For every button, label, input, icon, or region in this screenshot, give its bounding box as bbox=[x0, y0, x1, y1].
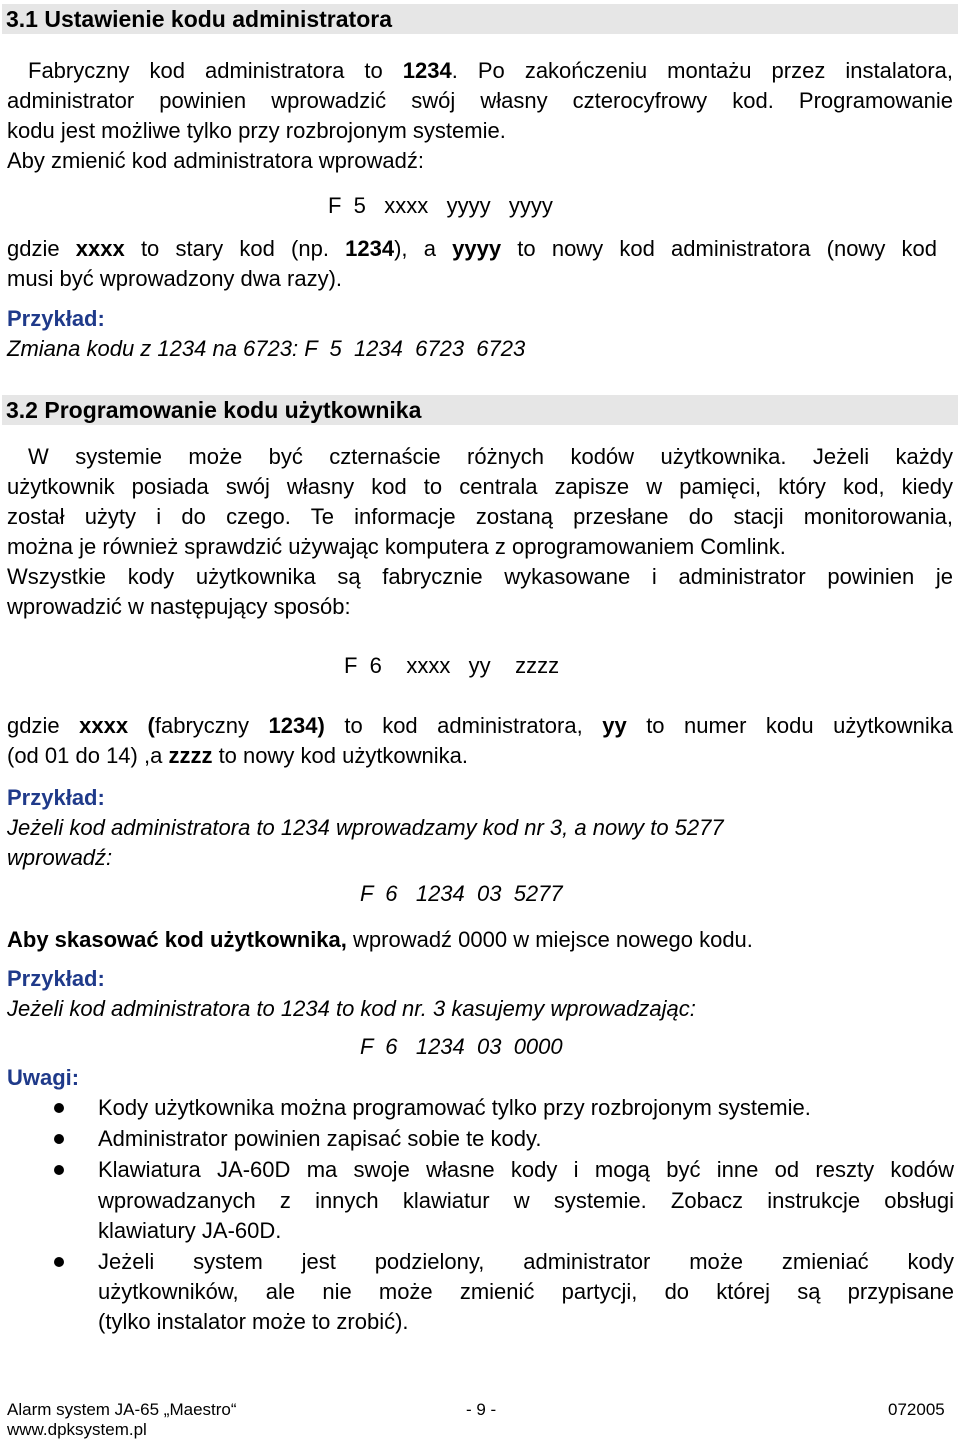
note-item: wprowadzanych z innych klawiatur w systemie. Zobacz instrukcje obsługi bbox=[98, 1188, 954, 1213]
paragraph-line: Aby skasować kod użytkownika, wprowadź 0000 w miejsce nowego kodu. bbox=[7, 927, 753, 952]
bullet-icon bbox=[54, 1257, 64, 1267]
example-text: Jeżeli kod administratora to 1234 to kod nr. 3 kasujemy wprowadzając: bbox=[7, 996, 696, 1021]
note-item: klawiatury JA-60D. bbox=[98, 1218, 282, 1243]
command-sequence: F 6 xxxx yy zzzz bbox=[344, 653, 560, 678]
example-text: Zmiana kodu z 1234 na 6723: F 5 1234 6723 6723 bbox=[7, 336, 526, 361]
footer-title: Alarm system JA-65 „Maestro“ bbox=[7, 1400, 237, 1419]
section-heading-3-1: 3.1 Ustawienie kodu administratora bbox=[2, 4, 958, 34]
notes-label: Uwagi: bbox=[7, 1065, 80, 1090]
paragraph-line: Aby zmienić kod administratora wprowadź: bbox=[7, 148, 424, 173]
footer-website-link[interactable]: www.dpksystem.pl bbox=[7, 1420, 147, 1439]
note-item: (tylko instalator może to zrobić). bbox=[98, 1309, 409, 1334]
note-item: Klawiatura JA-60D ma swoje własne kody i mogą być inne od reszty kodów bbox=[98, 1157, 954, 1182]
paragraph-line: W systemie może być czternaście różnych kodów użytkownika. Jeżeli każdy bbox=[28, 444, 953, 469]
note-item: Kody użytkownika można programować tylko przy rozbrojonym systemie. bbox=[98, 1095, 811, 1120]
example-command: F 6 1234 03 0000 bbox=[360, 1034, 563, 1059]
example-command: F 6 1234 03 5277 bbox=[360, 881, 563, 906]
paragraph-line: kodu jest możliwe tylko przy rozbrojonym systemie. bbox=[7, 118, 506, 143]
example-label: Przykład: bbox=[7, 966, 105, 991]
paragraph-line: musi być wprowadzony dwa razy). bbox=[7, 266, 343, 291]
paragraph-line: administrator powinien wprowadzić swój własny czterocyfrowy kod. Programowanie bbox=[7, 88, 953, 113]
footer-page-number: - 9 - bbox=[466, 1400, 497, 1419]
paragraph-line: Fabryczny kod administratora to 1234. Po zakończeniu montażu przez instalatora, bbox=[28, 58, 953, 83]
example-label: Przykład: bbox=[7, 306, 105, 331]
example-text: wprowadź: bbox=[7, 845, 113, 870]
example-label: Przykład: bbox=[7, 785, 105, 810]
example-text: Jeżeli kod administratora to 1234 wprowadzamy kod nr 3, a nowy to 5277 bbox=[7, 815, 724, 840]
paragraph-line: gdzie xxxx (fabryczny 1234) to kod administratora, yy to numer kodu użytkownika bbox=[7, 713, 953, 738]
paragraph-line: gdzie xxxx to stary kod (np. 1234), a yyyy to nowy kod administratora (nowy kod bbox=[7, 236, 937, 261]
paragraph-line: został użyty i do czego. Te informacje zostaną przesłane do stacji monitorowania, bbox=[7, 504, 953, 529]
paragraph-line: (od 01 do 14) ,a zzzz to nowy kod użytkownika. bbox=[7, 743, 469, 768]
paragraph-line: użytkownik posiada swój własny kod to centrala zapisze w pamięci, który kod, kiedy bbox=[7, 474, 953, 499]
note-item: użytkowników, ale nie może zmienić partycji, do której są przypisane bbox=[98, 1279, 954, 1304]
paragraph-line: można je również sprawdzić używając komputera z oprogramowaniem Comlink. bbox=[7, 534, 786, 559]
footer-date-code: 072005 bbox=[888, 1400, 945, 1419]
bullet-icon bbox=[54, 1165, 64, 1175]
paragraph-line: Wszystkie kody użytkownika są fabrycznie wykasowane i administrator powinien je bbox=[7, 564, 953, 589]
paragraph-line: wprowadzić w następujący sposób: bbox=[7, 594, 351, 619]
note-item: Administrator powinien zapisać sobie te kody. bbox=[98, 1126, 542, 1151]
command-sequence: F 5 xxxx yyyy yyyy bbox=[328, 193, 553, 218]
bullet-icon bbox=[54, 1103, 64, 1113]
bullet-icon bbox=[54, 1134, 64, 1144]
note-item: Jeżeli system jest podzielony, administrator może zmieniać kody bbox=[98, 1249, 954, 1274]
section-heading-3-2: 3.2 Programowanie kodu użytkownika bbox=[2, 395, 958, 425]
